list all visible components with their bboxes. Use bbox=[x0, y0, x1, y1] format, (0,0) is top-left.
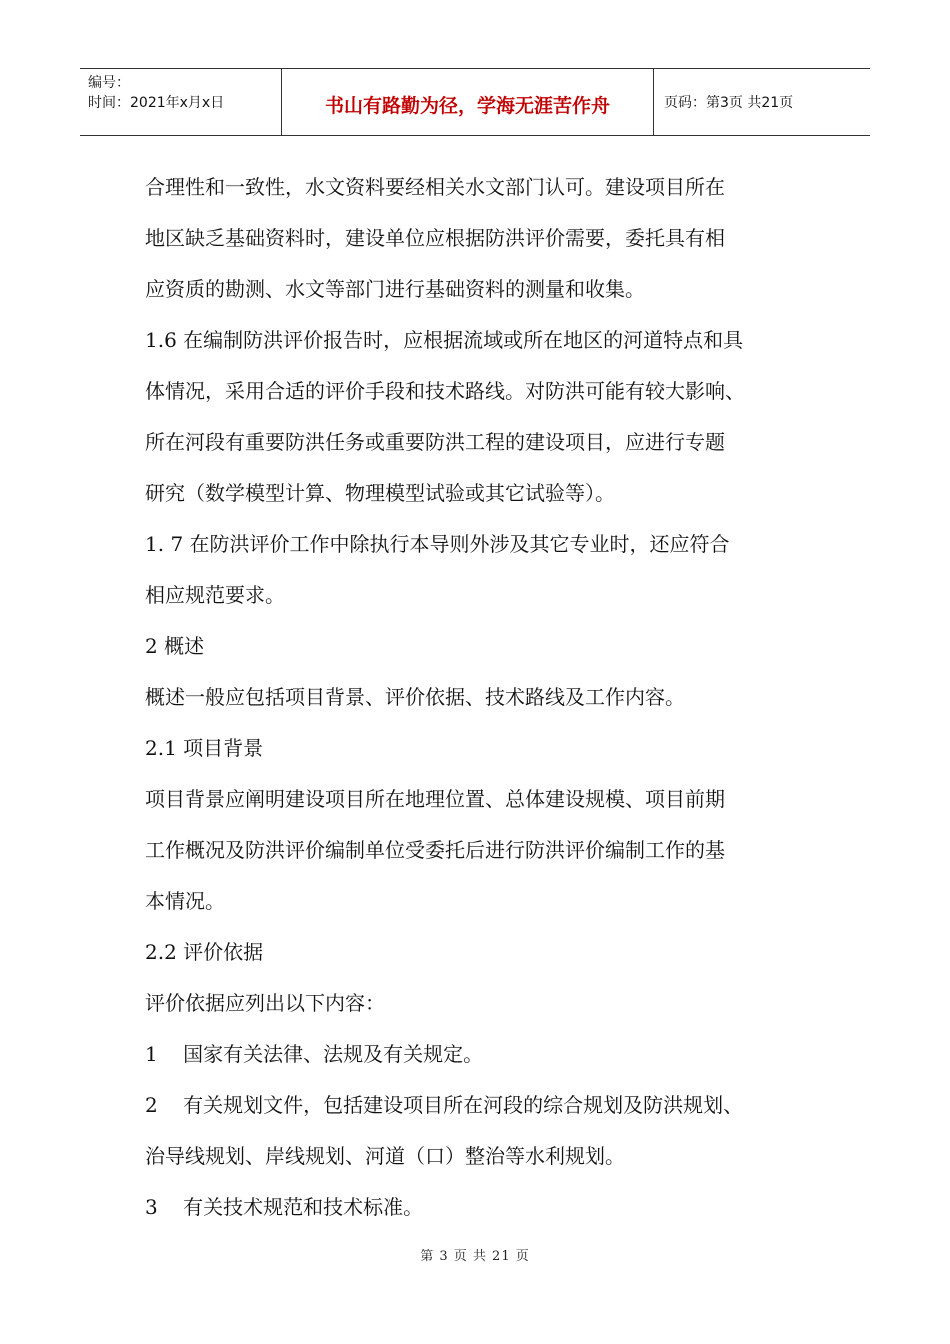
text-line: 合理性和一致性，水文资料要经相关水文部门认可。建设项目所在 bbox=[145, 175, 725, 199]
page-header bbox=[80, 68, 870, 136]
text-line: 体情况，采用合适的评价手段和技术路线。对防洪可能有较大影响、 bbox=[145, 379, 745, 403]
document-body bbox=[145, 162, 815, 1233]
list-item: 3 有关技术规范和技术标准。 bbox=[145, 1195, 424, 1219]
section-heading: 2.2 评价依据 bbox=[145, 940, 264, 964]
text-line: 研究（数学模型计算、物理模型试验或其它试验等）。 bbox=[145, 481, 615, 505]
text-line: 概述一般应包括项目背景、评价依据、技术路线及工作内容。 bbox=[145, 685, 685, 709]
document-number-label: 编号： bbox=[88, 75, 130, 91]
text-line: 应资质的勘测、水文等部门进行基础资料的测量和收集。 bbox=[145, 277, 645, 301]
text-line: 工作概况及防洪评价编制单位受委托后进行防洪评价编制工作的基 bbox=[145, 838, 725, 862]
section-heading: 2.1 项目背景 bbox=[145, 736, 264, 760]
page-footer: 第 3 页 共 21 页 bbox=[420, 1249, 530, 1264]
text-line: 本情况。 bbox=[145, 889, 225, 913]
text-line: 1. 7 在防洪评价工作中除执行本导则外涉及其它专业时，还应符合 bbox=[145, 532, 730, 556]
list-item: 2 有关规划文件，包括建设项目所在河段的综合规划及防洪规划、 bbox=[145, 1093, 744, 1117]
text-line: 相应规范要求。 bbox=[145, 583, 285, 607]
text-line: 地区缺乏基础资料时，建设单位应根据防洪评价需要，委托具有相 bbox=[145, 226, 725, 250]
text-line: 评价依据应列出以下内容： bbox=[145, 991, 385, 1015]
header-motto: 书山有路勤为径，学海无涯苦作舟 bbox=[282, 69, 654, 135]
text-line: 所在河段有重要防洪任务或重要防洪工程的建设项目，应进行专题 bbox=[145, 430, 725, 454]
header-meta bbox=[80, 69, 282, 135]
text-line: 治导线规划、岸线规划、河道（口）整治等水利规划。 bbox=[145, 1144, 625, 1168]
document-date: 时间：2021年x月x日 bbox=[88, 95, 225, 111]
section-heading: 2 概述 bbox=[145, 634, 205, 658]
text-line: 1.6 在编制防洪评价报告时，应根据流域或所在地区的河道特点和具 bbox=[145, 328, 744, 352]
header-page-info: 页码：第3页 共21页 bbox=[664, 95, 794, 111]
text-line: 项目背景应阐明建设项目所在地理位置、总体建设规模、项目前期 bbox=[145, 787, 725, 811]
list-item: 1 国家有关法律、法规及有关规定。 bbox=[145, 1042, 484, 1066]
